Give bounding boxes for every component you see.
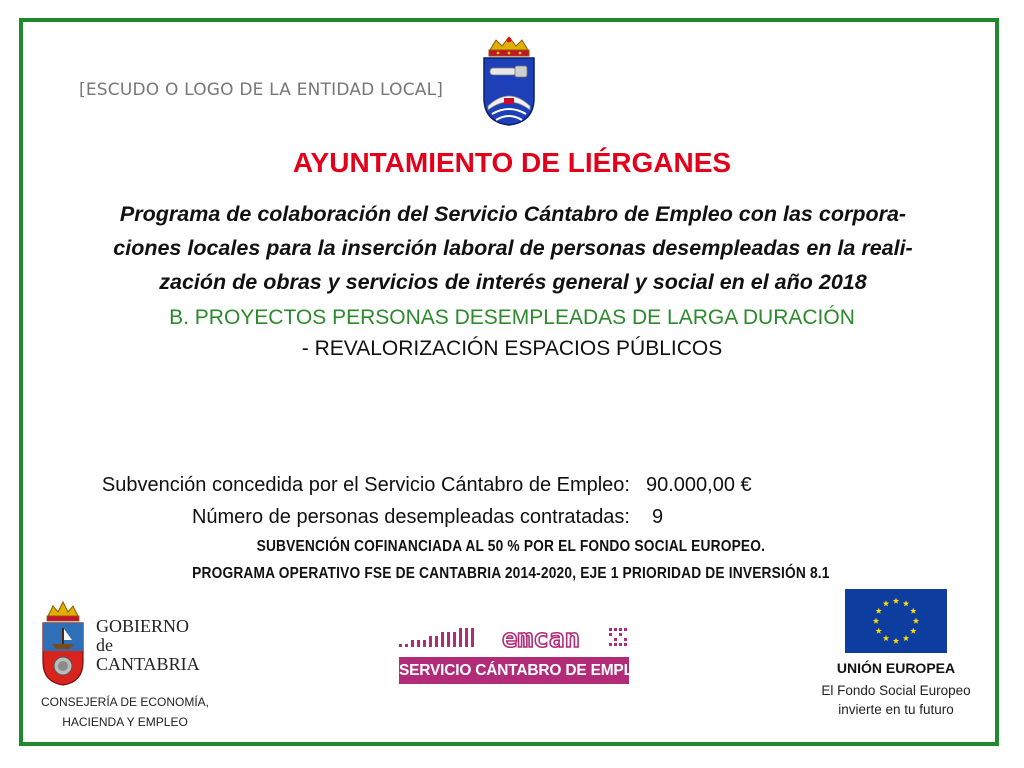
subvencion-label: Subvención concedida por el Servicio Cántabro de Empleo: (101, 474, 630, 496)
personas-value: 9 (652, 506, 664, 528)
gobierno-cantabria-text (96, 617, 200, 674)
eu-subtitle-line: invierte en tu futuro (838, 702, 954, 717)
programa-line: Programa de colaboración del Servicio Cántabro de Empleo con las corpora- (119, 202, 907, 226)
page-title: AYUNTAMIENTO DE LIÉRGANES (292, 147, 732, 178)
proyecto-heading: B. PROYECTOS PERSONAS DESEMPLEADAS DE LARGA DURACIÓN (169, 306, 855, 329)
eu-subtitle-line: El Fondo Social Europeo (821, 683, 971, 698)
gobierno-line: GOBIERNO (96, 616, 189, 636)
programa-operativo-text: PROGRAMA OPERATIVO FSE DE CANTABRIA 2014-2020, EJE 1 PRIORIDAD DE INVERSIÓN 8.1 (192, 565, 830, 582)
consejeria-line: HACIENDA Y EMPLEO (62, 715, 188, 729)
cantabria-crest-icon (40, 600, 86, 686)
emcan-logo-text: emcan (501, 626, 581, 654)
emcan-band-text: SERVICIO CÁNTABRO DE EMPLEO (399, 657, 629, 684)
programa-description (34, 197, 992, 299)
eu-subtitle (800, 681, 992, 719)
emcan-logo-icon (399, 626, 629, 654)
cofinanciacion-text: SUBVENCIÓN COFINANCIADA AL 50 % POR EL FONDO SOCIAL EUROPEO. (256, 538, 766, 555)
subproyecto-heading: - REVALORIZACIÓN ESPACIOS PÚBLICOS (301, 337, 723, 360)
consejeria-line: CONSEJERÍA DE ECONOMÍA, (40, 695, 210, 709)
personas-label: Número de personas desempleadas contratadas: (191, 506, 630, 528)
eu-flag-icon (845, 589, 947, 653)
programa-line: zación de obras y servicios de interés general y social en el año 2018 (159, 270, 867, 294)
consejeria-text (30, 692, 220, 732)
gobierno-line: CANTABRIA (96, 654, 200, 674)
lierganes-crest-icon (478, 36, 540, 126)
programa-line: ciones locales para la inserción laboral de personas desempleadas en la reali- (113, 236, 913, 260)
subvencion-value: 90.000,00 € (646, 474, 752, 496)
gobierno-line: de (96, 635, 113, 655)
logo-placeholder-text: [ESCUDO O LOGO DE LA ENTIDAD LOCAL] (79, 80, 444, 100)
eu-title: UNIÓN EUROPEA (836, 660, 956, 676)
